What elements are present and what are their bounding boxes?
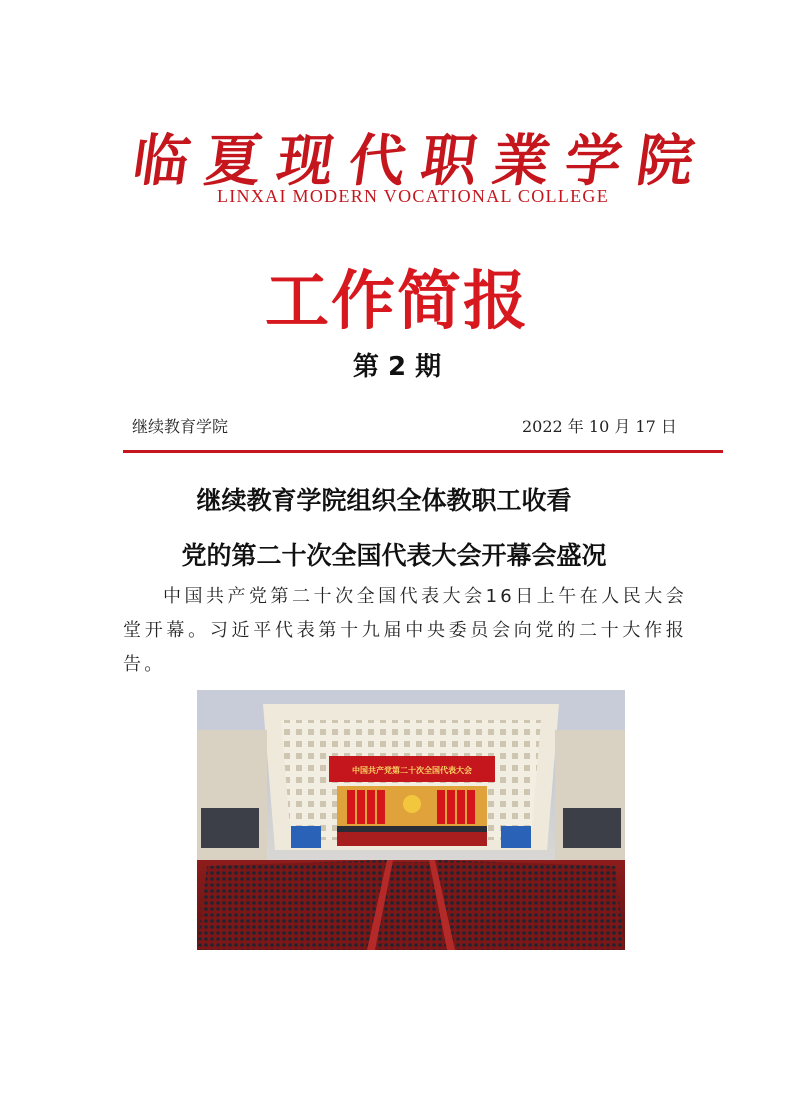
assembly-hall-photo bbox=[197, 690, 625, 950]
publish-date: 2022 年 10 月 17 日 bbox=[522, 417, 677, 436]
logo-char: 代 bbox=[344, 128, 411, 194]
logo-char: 学 bbox=[560, 128, 627, 194]
logo-char: 業 bbox=[488, 128, 555, 194]
department-name: 继续教育学院 bbox=[132, 417, 229, 436]
issue-number: 第 2 期 bbox=[352, 352, 442, 382]
college-logo-english: LINXAI MODERN VOCATIONAL COLLEGE bbox=[216, 186, 610, 206]
stage-banner-text: 中国共产党第二十次全国代表大会 bbox=[352, 766, 472, 775]
article-headline-line-2: 党的第二十次全国代表大会开幕会盛况 bbox=[181, 541, 607, 570]
logo-char: 院 bbox=[632, 128, 699, 194]
logo-char: 职 bbox=[416, 128, 483, 194]
logo-char: 现 bbox=[272, 128, 339, 194]
logo-char: 临 bbox=[128, 128, 195, 194]
header-divider bbox=[123, 450, 723, 453]
college-logo-calligraphy bbox=[128, 124, 699, 194]
article-headline-line-1: 继续教育学院组织全体教职工收看 bbox=[196, 486, 572, 515]
bulletin-title: 工作简报 bbox=[265, 264, 529, 339]
logo-char: 夏 bbox=[200, 128, 267, 194]
article-body: 中国共产党第二十次全国代表大会16日上午在人民大会堂开幕。习近平代表第十九届中央委员会向党的二十大作报告。 bbox=[123, 586, 687, 675]
